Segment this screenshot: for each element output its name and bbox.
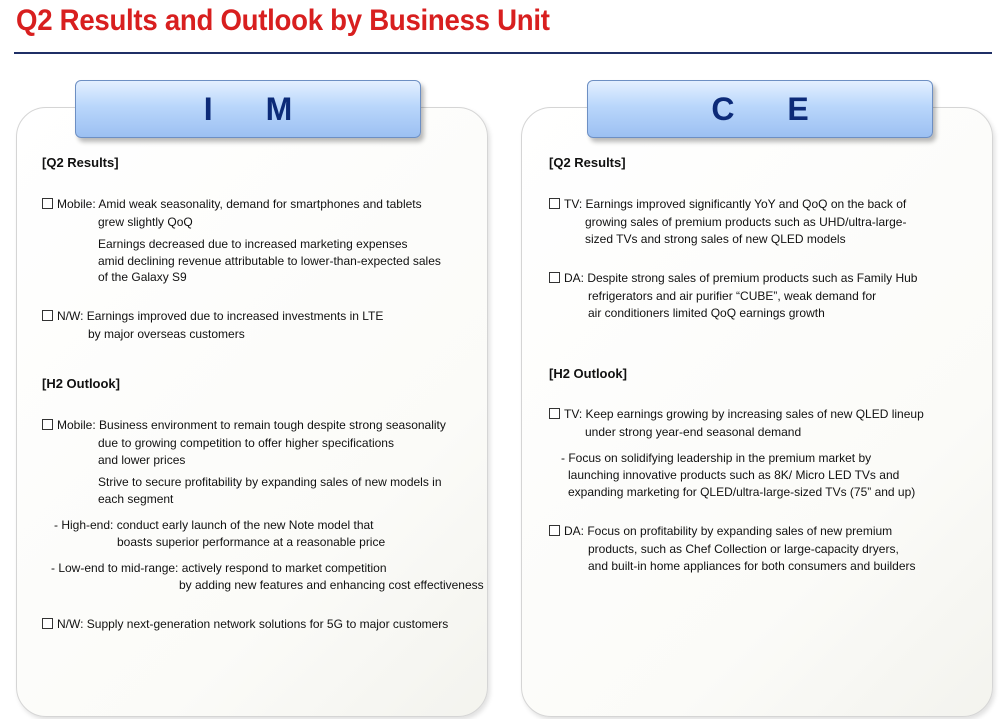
im-lowend-line-1: - Low-end to mid-range: actively respond to market competition <box>51 561 387 575</box>
im-out-nw-line-1: N/W: Supply next-generation network solutions for 5G to major customers <box>57 617 449 631</box>
ce-q2-results-heading: [Q2 Results] <box>549 155 626 170</box>
checkbox-icon <box>549 272 560 283</box>
im-nw-outlook <box>42 615 448 633</box>
im-mobile-line-3: Earnings decreased due to increased marketing expenses <box>98 237 408 251</box>
im-h2-outlook-heading: [H2 Outlook] <box>42 376 120 391</box>
im-mobile-line-4: amid declining revenue attributable to lower-than-expected sales <box>98 254 441 268</box>
ce-tv-outlook <box>549 405 924 423</box>
title-divider <box>14 52 992 54</box>
ce-h2-outlook-heading: [H2 Outlook] <box>549 366 627 381</box>
im-out-mobile-line-1: Mobile: Business environment to remain tough despite strong seasonality <box>57 418 446 432</box>
ce-focus-line-2: launching innovative products such as 8K/ Micro LED TVs and <box>568 468 900 482</box>
ce-out-tv-line-2: under strong year-end seasonal demand <box>585 425 802 439</box>
im-lowend-line-2: by adding new features and enhancing cost effectiveness <box>179 578 484 592</box>
checkbox-icon <box>549 198 560 209</box>
ce-out-tv-line-1: TV: Keep earnings growing by increasing sales of new QLED lineup <box>564 407 924 421</box>
ce-da-outlook <box>549 522 892 540</box>
im-nw-line-2: by major overseas customers <box>88 327 245 341</box>
ce-da-result <box>549 269 917 287</box>
ce-tv-line-3: sized TVs and strong sales of new QLED models <box>585 232 846 246</box>
im-highend-line-1: - High-end: conduct early launch of the new Note model that <box>54 518 374 532</box>
im-highend-line-2: boasts superior performance at a reasonable price <box>117 535 386 549</box>
im-mobile-outlook <box>42 416 446 434</box>
im-q2-results-heading: [Q2 Results] <box>42 155 119 170</box>
ce-da-line-2: refrigerators and air purifier “CUBE”, weak demand for <box>588 289 877 303</box>
page-title: Q2 Results and Outlook by Business Unit <box>16 4 550 37</box>
im-nw-line-1: N/W: Earnings improved due to increased investments in LTE <box>57 309 384 323</box>
im-out-mobile-line-4: Strive to secure profitability by expanding sales of new models in <box>98 475 442 489</box>
ce-out-da-line-2: products, such as Chef Collection or large-capacity dryers, <box>588 542 899 556</box>
ce-tv-result <box>549 195 906 213</box>
im-out-mobile-line-5: each segment <box>98 492 174 506</box>
checkbox-icon <box>42 618 53 629</box>
ce-da-line-1: DA: Despite strong sales of premium products such as Family Hub <box>564 271 918 285</box>
im-out-mobile-line-3: and lower prices <box>98 453 186 467</box>
checkbox-icon <box>549 525 560 536</box>
ce-out-da-line-1: DA: Focus on profitability by expanding sales of new premium <box>564 524 893 538</box>
checkbox-icon <box>42 198 53 209</box>
im-mobile-line-2: grew slightly QoQ <box>98 215 193 229</box>
ce-focus-line-1: - Focus on solidifying leadership in the premium market by <box>561 451 872 465</box>
checkbox-icon <box>549 408 560 419</box>
im-mobile-result <box>42 195 422 213</box>
im-mobile-line-1: Mobile: Amid weak seasonality, demand for smartphones and tablets <box>57 197 422 211</box>
checkbox-icon <box>42 310 53 321</box>
ce-header: C E <box>587 80 933 138</box>
im-nw-result <box>42 307 383 325</box>
im-header: I M <box>75 80 421 138</box>
im-out-mobile-line-2: due to growing competition to offer higher specifications <box>98 436 394 450</box>
ce-tv-line-1: TV: Earnings improved significantly YoY and QoQ on the back of <box>564 197 907 211</box>
ce-out-da-line-3: and built-in home appliances for both consumers and builders <box>588 559 916 573</box>
ce-tv-line-2: growing sales of premium products such as UHD/ultra-large- <box>585 215 907 229</box>
im-mobile-line-5: of the Galaxy S9 <box>98 270 187 284</box>
ce-da-line-3: air conditioners limited QoQ earnings growth <box>588 306 825 320</box>
ce-focus-line-3: expanding marketing for QLED/ultra-large-sized TVs (75” and up) <box>568 485 916 499</box>
checkbox-icon <box>42 419 53 430</box>
